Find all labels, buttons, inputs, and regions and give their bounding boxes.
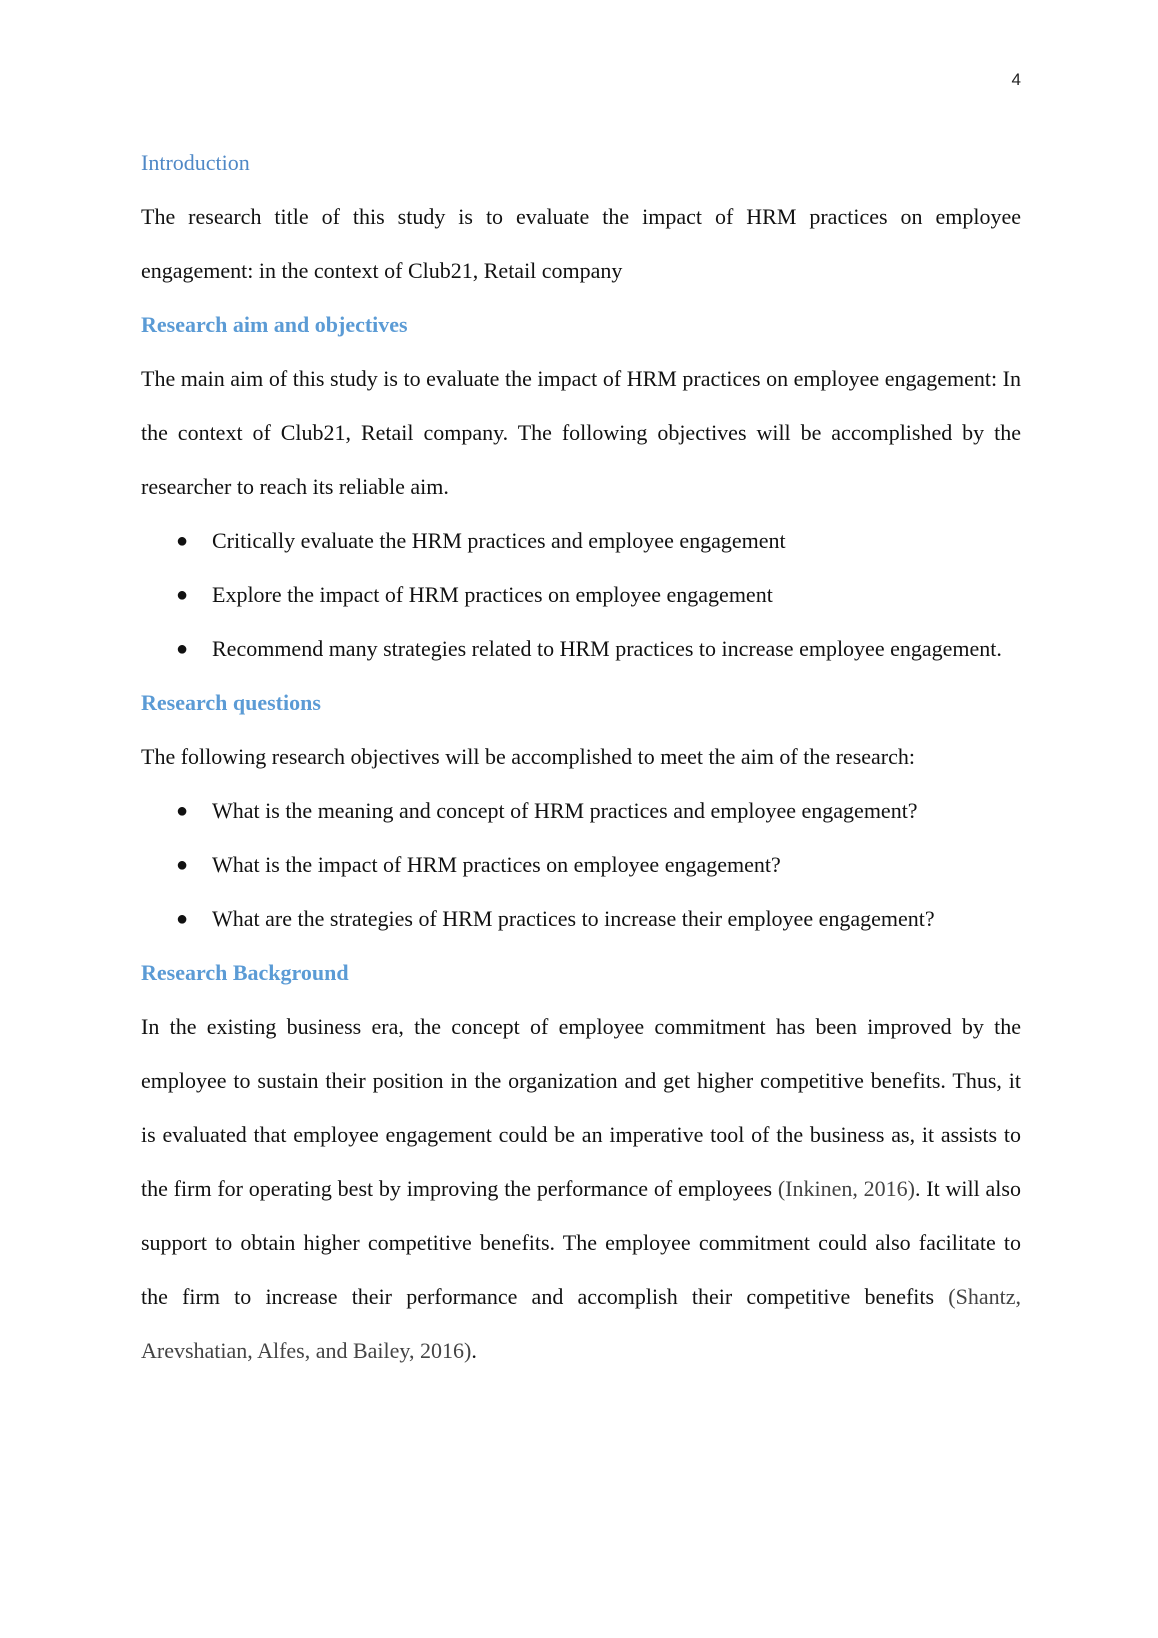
citation: (Inkinen, 2016) [777,1176,915,1201]
list-item [141,892,1021,946]
aim-heading: Research aim and objectives [141,312,408,337]
page-number: 4 [1011,70,1021,89]
questions-paragraph: The following research objectives will be accomplished to meet the aim of the research: [141,744,915,769]
background-text: . [471,1338,477,1363]
bullet-icon: ● [176,638,189,660]
introduction-paragraph: The research title of this study is to evaluate the impact of HRM practices on employee engagement: in the context of Club21, Retail company [141,204,1021,283]
list-item [141,514,1021,568]
background-text: In the existing business era, the concept of employee commitment has been improved by the employee to sustain their position in the organization and get higher competitive benefits. Thus, it is evaluated that employee engagement could be an imperative tool of the business as, it assists to the firm for operating best by improving the performance of employees [141,1014,1021,1201]
bullet-icon: ● [176,800,189,822]
bullet-icon: ● [176,908,189,930]
bullet-icon: ● [176,854,189,876]
question-text: What are the strategies of HRM practices to increase their employee engagement? [212,906,935,931]
objective-text: Recommend many strategies related to HRM practices to increase employee engagement. [212,636,1002,661]
page-content [141,136,1021,1378]
objective-text: Explore the impact of HRM practices on employee engagement [212,582,773,607]
background-heading: Research Background [141,960,349,985]
question-text: What is the meaning and concept of HRM practices and employee engagement? [212,798,918,823]
background-paragraph [141,1000,1021,1378]
list-item [141,838,1021,892]
objectives-list [141,514,1021,676]
aim-paragraph: The main aim of this study is to evaluate the impact of HRM practices on employee engagement: In the context of Club21, Retail company. The following objectives will be accomplished by the researcher to reach its reliable aim. [141,366,1021,499]
list-item [141,784,1021,838]
objective-text: Critically evaluate the HRM practices and employee engagement [212,528,786,553]
bullet-icon: ● [176,530,189,552]
question-text: What is the impact of HRM practices on employee engagement? [212,852,781,877]
list-item [141,568,1021,622]
introduction-heading: Introduction [141,150,250,175]
questions-list [141,784,1021,946]
citation: (Shantz, Arevshatian, Alfes, and Bailey, 2016) [141,1284,1021,1363]
background-text: . It will also support to obtain higher competitive benefits. The employee commitment could also facilitate to the firm to increase their performance and accomplish their competitive benefits [141,1176,1021,1309]
questions-heading: Research questions [141,690,321,715]
bullet-icon: ● [176,584,189,606]
list-item [141,622,1021,676]
